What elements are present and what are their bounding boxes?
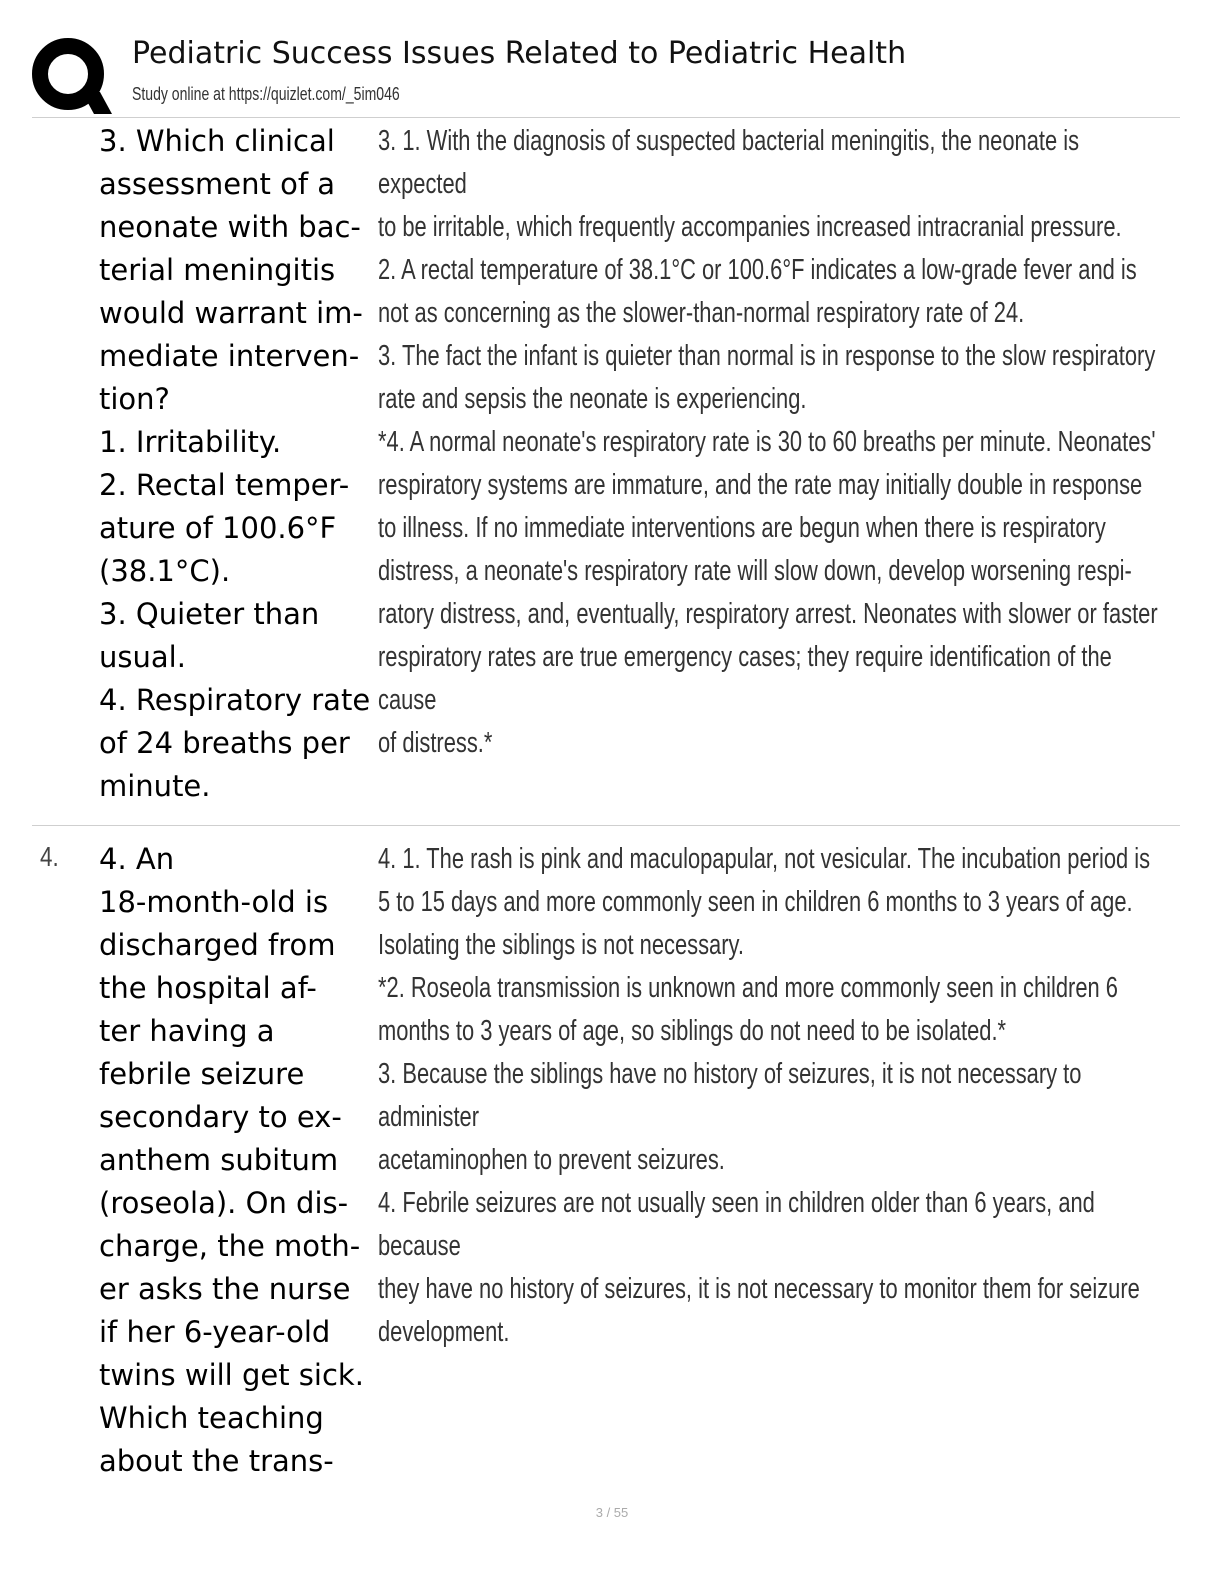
card-definition: 3. 1. With the diagnosis of suspected bacterial meningitis, the neonate is expected to be irritable, which frequently accompanies increased intracranial pressure. 2. A rectal temperature of 38.1°C or 100.6°F indicates a low-grade fever and is not as concerning as the slower-than-normal respiratory rate of 24. 3. The fact the infant is quieter than normal is in response to the slow respiratory rate and sepsis the neonate is experiencing. *4. A normal neonate's respiratory rate is 30 to 60 breaths per minute. Neonates' respiratory systems are immature, and the rate may initially double in response to illness. If no immediate interventions are begun when there is respiratory distress, a neonate's respiratory rate will slow down, develop worsening respi- ratory distress, and, eventually, respiratory arrest. Neonates with slower or faster respiratory rates are true emergency cases; they require identification of the cause of distress.* <box>378 125 1158 759</box>
quizlet-logo-icon <box>30 36 114 116</box>
card-divider <box>32 825 1180 826</box>
card-term: 3. Which clinical assessment of a neonate with bac- terial meningitis would warrant im- mediate interven- tion? 1. Irritability. 2. Rectal temper- ature of 100.6°F (38.1°C). 3. Quieter than usual. 4. Respiratory rate of 24 breaths per minute. <box>99 124 371 803</box>
card-number: 4. <box>40 841 59 872</box>
study-link[interactable]: Study online at https://quizlet.com/_5im046 <box>132 84 400 104</box>
header-divider <box>32 117 1180 118</box>
page-number: 3 / 55 <box>595 1505 629 1520</box>
card-term: 4. An 18-month-old is discharged from the hospital af- ter having a febrile seizure secondary to ex- anthem subitum (roseola). On dis- charge, the moth- er asks the nurse if her 6-year-old twins will get sick. Which teaching about the trans- <box>99 842 364 1478</box>
card-definition: 4. 1. The rash is pink and maculopapular, not vesicular. The incubation period is 5 to 15 days and more commonly seen in children 6 months to 3 years of age. Isolating the siblings is not necessary. *2. Roseola transmission is unknown and more commonly seen in children 6 months to 3 years of age, so siblings do not need to be isolated.* 3. Because the siblings have no history of seizures, it is not necessary to administer acetaminophen to prevent seizures. 4. Febrile seizures are not usually seen in children older than 6 years, and because they have no history of seizures, it is not necessary to monitor them for seizure development. <box>378 843 1151 1348</box>
document-title: Pediatric Success Issues Related to Pediatric Health <box>132 36 907 71</box>
